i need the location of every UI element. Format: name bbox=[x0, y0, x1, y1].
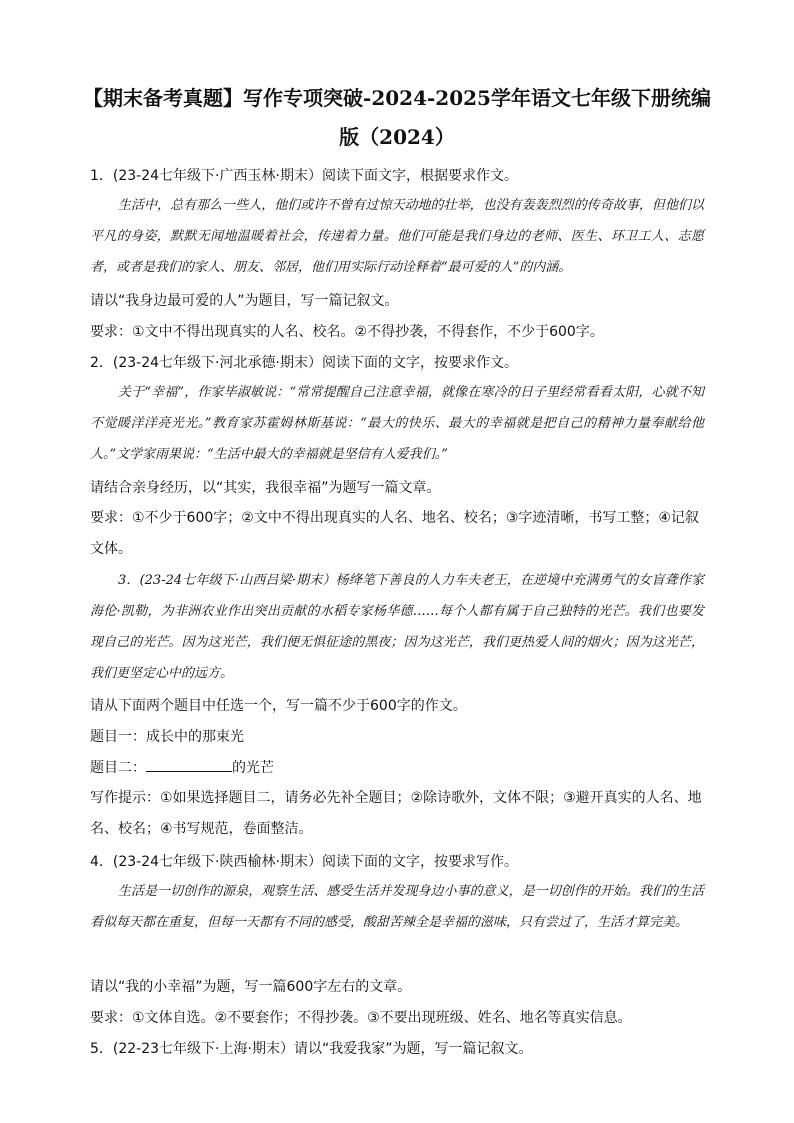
q1-requirements: 要求：①文中不得出现真实的人名、校名。②不得抄袭，不得套作，不少于600字。 bbox=[90, 324, 604, 340]
q3-topic-one: 题目一：成长中的那束光 bbox=[90, 729, 244, 745]
q2-heading: 2．(23-24七年级下·河北承德·期末）阅读下面的文字，按要求作文。 bbox=[90, 355, 518, 371]
q2-passage: 关于“幸福”，作家毕淑敏说：“常常提醒自己注意幸福，就像在寒冷的日子里经常看看太阳，心就不知不觉暖洋洋亮光光。”教育家苏霍姆林斯基说：“最大的快乐、最大的幸福就是把自己的精神力量奉献给他人。”文学家雨果说：“生活中最大的幸福就是坚信有人爱我们。” bbox=[90, 385, 704, 462]
q4-task: 请以“我的小幸福”为题，写一篇600字左右的文章。 bbox=[90, 979, 412, 995]
q3-topic-two-prefix: 题目二： bbox=[90, 760, 146, 776]
q3-passage: 3．(23-24七年级下·山西吕梁·期末）杨绛笔下善良的人力车夫老王，在逆境中充满勇气的女盲聋作家海伦·凯勒，为非洲农业作出突出贡献的水稻专家杨华德……每个人都有属于自己独特的光芒。我们也要发现自己的光芒。因为这光芒，我们便无惧征途的黑夜；因为这光芒，我们更热爱人间的烟火；因为这光芒，我们更坚定心中的远方。 bbox=[90, 573, 704, 681]
q4-passage: 生活是一切创作的源泉，观察生活、感受生活并发现身边小事的意义，是一切创作的开始。我们的生活看似每天都在重复，但每一天都有不同的感受，酸甜苦辣全是幸福的滋味，只有尝过了，生活才算完美。 bbox=[90, 884, 704, 930]
q4-heading: 4．(23-24七年级下·陕西榆林·期末）阅读下面的文字，按要求写作。 bbox=[90, 854, 518, 870]
q1-passage: 生活中，总有那么一些人，他们或许不曾有过惊天动地的壮举，也没有轰轰烈烈的传奇故事，但他们以平凡的身姿，默默无闻地温暖着社会，传递着力量。他们可能是我们身边的老师、医生、环卫工人、志愿者，或者是我们的家人、朋友、邻居，他们用实际行动诠释着“最可爱的人”的内涵。 bbox=[90, 198, 704, 275]
q4-requirements: 要求：①文体自选。②不要套作；不得抄袭。③不要出现班级、姓名、地名等真实信息。 bbox=[90, 1010, 632, 1026]
q3-writing-tips: 写作提示：①如果选择题目二，请务必先补全题目；②除诗歌外，文体不限；③避开真实的人名、地名、校名；④书写规范，卷面整洁。 bbox=[90, 790, 702, 837]
document-title-line2: 版（2024） bbox=[339, 125, 455, 149]
q5-heading: 5．(22-23七年级下·上海·期末）请以“我爱我家”为题，写一篇记叙文。 bbox=[90, 1041, 533, 1057]
q1-task: 请以“我身边最可爱的人”为题目，写一篇记叙文。 bbox=[90, 293, 399, 309]
q2-requirements: 要求：①不少于600字；②文中不得出现真实的人名、地名、校名；③字迹清晰，书写工整；④记叙文体。 bbox=[90, 510, 699, 557]
q1-heading: 1．(23-24七年级下·广西玉林·期末）阅读下面文字，根据要求作文。 bbox=[90, 168, 518, 184]
q3-topic-two bbox=[90, 759, 274, 777]
q3-task: 请从下面两个题目中任选一个，写一篇不少于600字的作文。 bbox=[90, 698, 467, 714]
q3-topic-two-blank bbox=[146, 759, 232, 772]
q2-task: 请结合亲身经历，以“其实，我很幸福”为题写一篇文章。 bbox=[90, 480, 441, 496]
q3-topic-two-suffix: 的光芒 bbox=[232, 760, 274, 776]
document-title-line1: 【期末备考真题】写作专项突破-2024-2025学年语文七年级下册统编 bbox=[83, 86, 711, 110]
